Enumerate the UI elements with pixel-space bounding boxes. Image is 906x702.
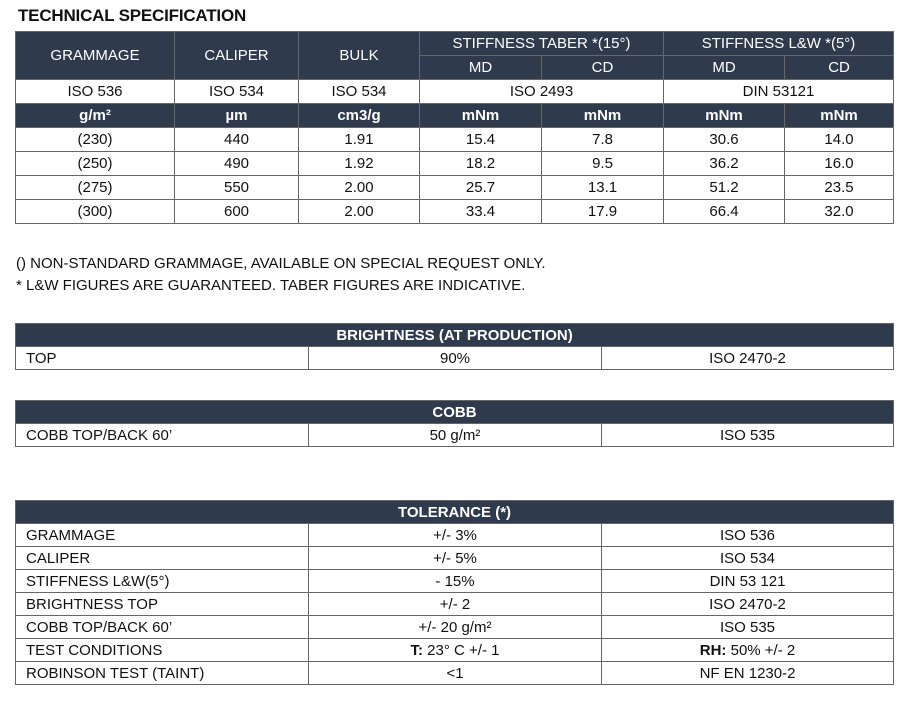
table-cell: GRAMMAGE	[16, 524, 309, 547]
cobb-table	[15, 400, 894, 447]
table-cell: (230)	[16, 128, 175, 152]
table-cell: 36.2	[664, 152, 785, 176]
table-cell	[602, 639, 894, 662]
table-cell: TEST CONDITIONS	[16, 639, 309, 662]
table-cell: 16.0	[785, 152, 894, 176]
table-cell: 550	[175, 176, 299, 200]
table-cell: NF EN 1230-2	[602, 662, 894, 685]
table-cell: - 15%	[309, 570, 602, 593]
humidity-label: RH:	[699, 641, 727, 659]
tolerance-header: TOLERANCE (*)	[16, 501, 894, 524]
brightness-header: BRIGHTNESS (AT PRODUCTION)	[16, 324, 894, 347]
temperature-value: 23° C +/- 1	[423, 641, 500, 659]
table-row	[16, 570, 894, 593]
page-title: TECHNICAL SPECIFICATION	[18, 6, 247, 25]
header-stiffness-lw: STIFFNESS L&W *(5°)	[664, 32, 894, 56]
table-cell	[309, 639, 602, 662]
table-cell: 1.91	[299, 128, 420, 152]
table-cell: +/- 20 g/m²	[309, 616, 602, 639]
note-nonstandard: () NON-STANDARD GRAMMAGE, AVAILABLE ON SPECIAL REQUEST ONLY.	[16, 255, 546, 272]
table-cell: (250)	[16, 152, 175, 176]
table-row	[16, 200, 894, 224]
table-cell: ISO 535	[602, 616, 894, 639]
unit-cell: cm3/g	[299, 104, 420, 128]
table-cell: BRIGHTNESS TOP	[16, 593, 309, 616]
table-row	[16, 152, 894, 176]
table-cell: COBB TOP/BACK 60’	[16, 616, 309, 639]
table-cell: 25.7	[420, 176, 542, 200]
table-cell: CALIPER	[16, 547, 309, 570]
header-stiffness-taber: STIFFNESS TABER *(15°)	[420, 32, 664, 56]
table-cell: 2.00	[299, 176, 420, 200]
table-cell: ISO 535	[602, 424, 894, 447]
table-row	[16, 547, 894, 570]
table-cell: 33.4	[420, 200, 542, 224]
table-cell: (300)	[16, 200, 175, 224]
header-cd: CD	[785, 56, 894, 80]
table-cell: 32.0	[785, 200, 894, 224]
table-cell: STIFFNESS L&W(5°)	[16, 570, 309, 593]
table-row	[16, 662, 894, 685]
header-grammage: GRAMMAGE	[16, 32, 175, 80]
standard-cell: DIN 53121	[664, 80, 894, 104]
table-cell: 51.2	[664, 176, 785, 200]
header-md: MD	[664, 56, 785, 80]
table-cell: (275)	[16, 176, 175, 200]
table-cell: ISO 2470-2	[602, 347, 894, 370]
header-bulk: BULK	[299, 32, 420, 80]
table-cell: 600	[175, 200, 299, 224]
header-cd: CD	[542, 56, 664, 80]
standard-cell: ISO 2493	[420, 80, 664, 104]
table-cell: ROBINSON TEST (TAINT)	[16, 662, 309, 685]
table-row	[16, 128, 894, 152]
unit-cell: mNm	[420, 104, 542, 128]
header-caliper: CALIPER	[175, 32, 299, 80]
note-guarantee: * L&W FIGURES ARE GUARANTEED. TABER FIGURES ARE INDICATIVE.	[16, 277, 526, 294]
table-cell: 1.92	[299, 152, 420, 176]
unit-cell: mNm	[542, 104, 664, 128]
table-cell: 2.00	[299, 200, 420, 224]
table-cell: 18.2	[420, 152, 542, 176]
table-cell: 50 g/m²	[309, 424, 602, 447]
table-cell: 15.4	[420, 128, 542, 152]
table-cell: 490	[175, 152, 299, 176]
table-cell: 17.9	[542, 200, 664, 224]
standard-cell: ISO 536	[16, 80, 175, 104]
unit-cell: mNm	[664, 104, 785, 128]
table-cell: ISO 534	[602, 547, 894, 570]
table-cell: 14.0	[785, 128, 894, 152]
table-row	[16, 347, 894, 370]
table-cell: 23.5	[785, 176, 894, 200]
table-cell: ISO 2470-2	[602, 593, 894, 616]
spec-table	[15, 31, 894, 224]
table-cell: 13.1	[542, 176, 664, 200]
standard-cell: ISO 534	[299, 80, 420, 104]
table-row	[16, 593, 894, 616]
table-cell: +/- 5%	[309, 547, 602, 570]
standard-cell: ISO 534	[175, 80, 299, 104]
table-cell: +/- 2	[309, 593, 602, 616]
tolerance-table	[15, 500, 894, 685]
table-row	[16, 176, 894, 200]
table-cell: DIN 53 121	[602, 570, 894, 593]
unit-cell: mNm	[785, 104, 894, 128]
unit-cell: µm	[175, 104, 299, 128]
table-cell: 66.4	[664, 200, 785, 224]
table-row	[16, 524, 894, 547]
cobb-header: COBB	[16, 401, 894, 424]
temperature-label: T:	[410, 641, 424, 659]
header-md: MD	[420, 56, 542, 80]
table-cell: 7.8	[542, 128, 664, 152]
table-cell: TOP	[16, 347, 309, 370]
table-cell: +/- 3%	[309, 524, 602, 547]
table-row	[16, 639, 894, 662]
table-cell: 9.5	[542, 152, 664, 176]
table-cell: ISO 536	[602, 524, 894, 547]
table-row	[16, 616, 894, 639]
table-cell: 90%	[309, 347, 602, 370]
table-cell: <1	[309, 662, 602, 685]
table-row	[16, 424, 894, 447]
table-cell: 440	[175, 128, 299, 152]
unit-cell: g/m²	[16, 104, 175, 128]
humidity-value: 50% +/- 2	[726, 641, 796, 659]
table-cell: COBB TOP/BACK 60’	[16, 424, 309, 447]
table-cell: 30.6	[664, 128, 785, 152]
brightness-table	[15, 323, 894, 370]
